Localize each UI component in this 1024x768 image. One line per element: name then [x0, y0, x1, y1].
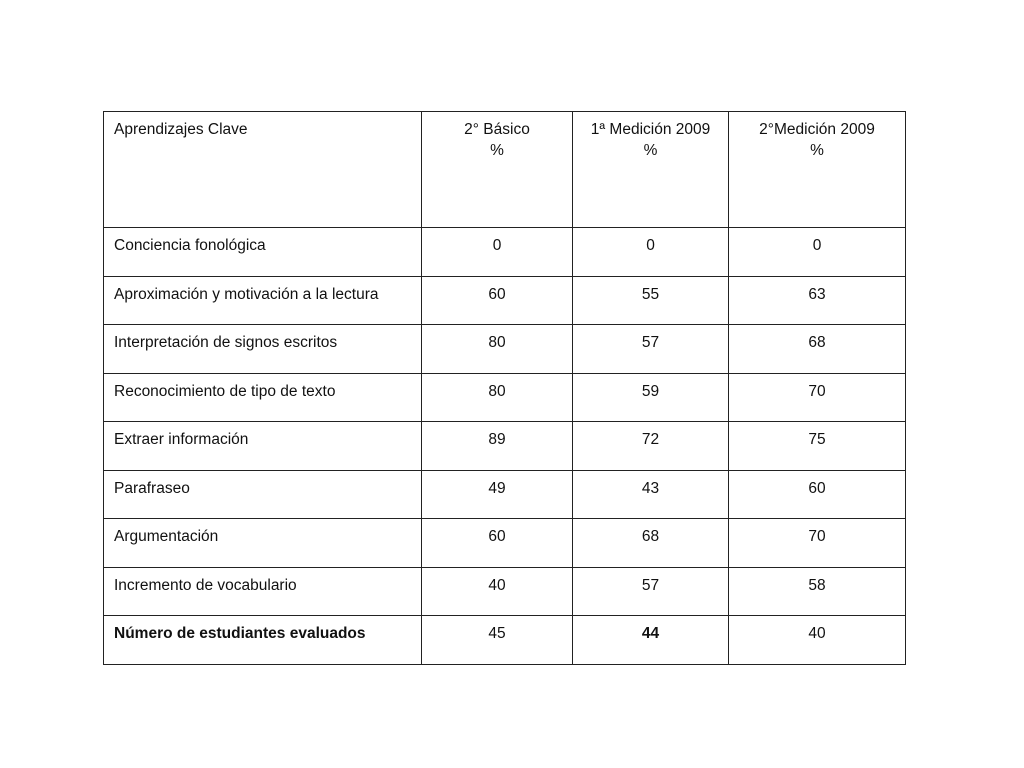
row-value-1-medicion: 57 [573, 325, 729, 374]
row-value-2-basico: 60 [422, 276, 573, 325]
row-value-2-medicion: 70 [729, 519, 906, 568]
header-text: 2°Medición 2009 [759, 121, 875, 138]
row-label: Incremento de vocabulario [104, 567, 422, 616]
row-value-2-medicion: 70 [729, 373, 906, 422]
row-value-2-medicion: 60 [729, 470, 906, 519]
header-1-medicion [573, 112, 729, 228]
row-value-2-basico: 49 [422, 470, 573, 519]
table-row [104, 373, 906, 422]
header-text: 2° Básico [464, 121, 530, 138]
row-value-2-medicion: 0 [729, 228, 906, 277]
row-value-2-basico: 0 [422, 228, 573, 277]
table-row [104, 470, 906, 519]
total-value-2-medicion: 40 [729, 616, 906, 665]
total-value-2-basico: 45 [422, 616, 573, 665]
row-label: Parafraseo [104, 470, 422, 519]
row-value-2-basico: 80 [422, 373, 573, 422]
table-row [104, 519, 906, 568]
row-value-2-basico: 60 [422, 519, 573, 568]
header-text: Aprendizajes Clave [114, 121, 248, 138]
table-header-row [104, 112, 906, 228]
row-label: Argumentación [104, 519, 422, 568]
row-value-1-medicion: 68 [573, 519, 729, 568]
table-total-row [104, 616, 906, 665]
table-row [104, 276, 906, 325]
row-value-1-medicion: 0 [573, 228, 729, 277]
header-text: 1ª Medición 2009 [590, 121, 711, 138]
row-value-2-medicion: 58 [729, 567, 906, 616]
total-row-label: Número de estudiantes evaluados [104, 616, 422, 665]
row-value-2-medicion: 75 [729, 422, 906, 471]
table-row [104, 325, 906, 374]
row-value-1-medicion: 72 [573, 422, 729, 471]
row-value-1-medicion: 55 [573, 276, 729, 325]
header-2-basico [422, 112, 573, 228]
row-label: Aproximación y motivación a la lectura [104, 276, 422, 325]
row-value-1-medicion: 57 [573, 567, 729, 616]
header-2-medicion [729, 112, 906, 228]
header-unit: % [643, 142, 658, 159]
table-row [104, 567, 906, 616]
header-aprendizajes-clave [104, 112, 422, 228]
table-row [104, 422, 906, 471]
table-row [104, 228, 906, 277]
row-value-2-basico: 40 [422, 567, 573, 616]
total-value-1-medicion: 44 [573, 616, 729, 665]
row-value-2-medicion: 68 [729, 325, 906, 374]
header-unit: % [490, 142, 504, 159]
row-label: Interpretación de signos escritos [104, 325, 422, 374]
row-value-1-medicion: 43 [573, 470, 729, 519]
results-table [103, 111, 906, 665]
header-unit: % [810, 142, 824, 159]
row-value-2-medicion: 63 [729, 276, 906, 325]
row-label: Extraer información [104, 422, 422, 471]
row-value-1-medicion: 59 [573, 373, 729, 422]
row-value-2-basico: 89 [422, 422, 573, 471]
row-label: Conciencia fonológica [104, 228, 422, 277]
row-value-2-basico: 80 [422, 325, 573, 374]
row-label: Reconocimiento de tipo de texto [104, 373, 422, 422]
